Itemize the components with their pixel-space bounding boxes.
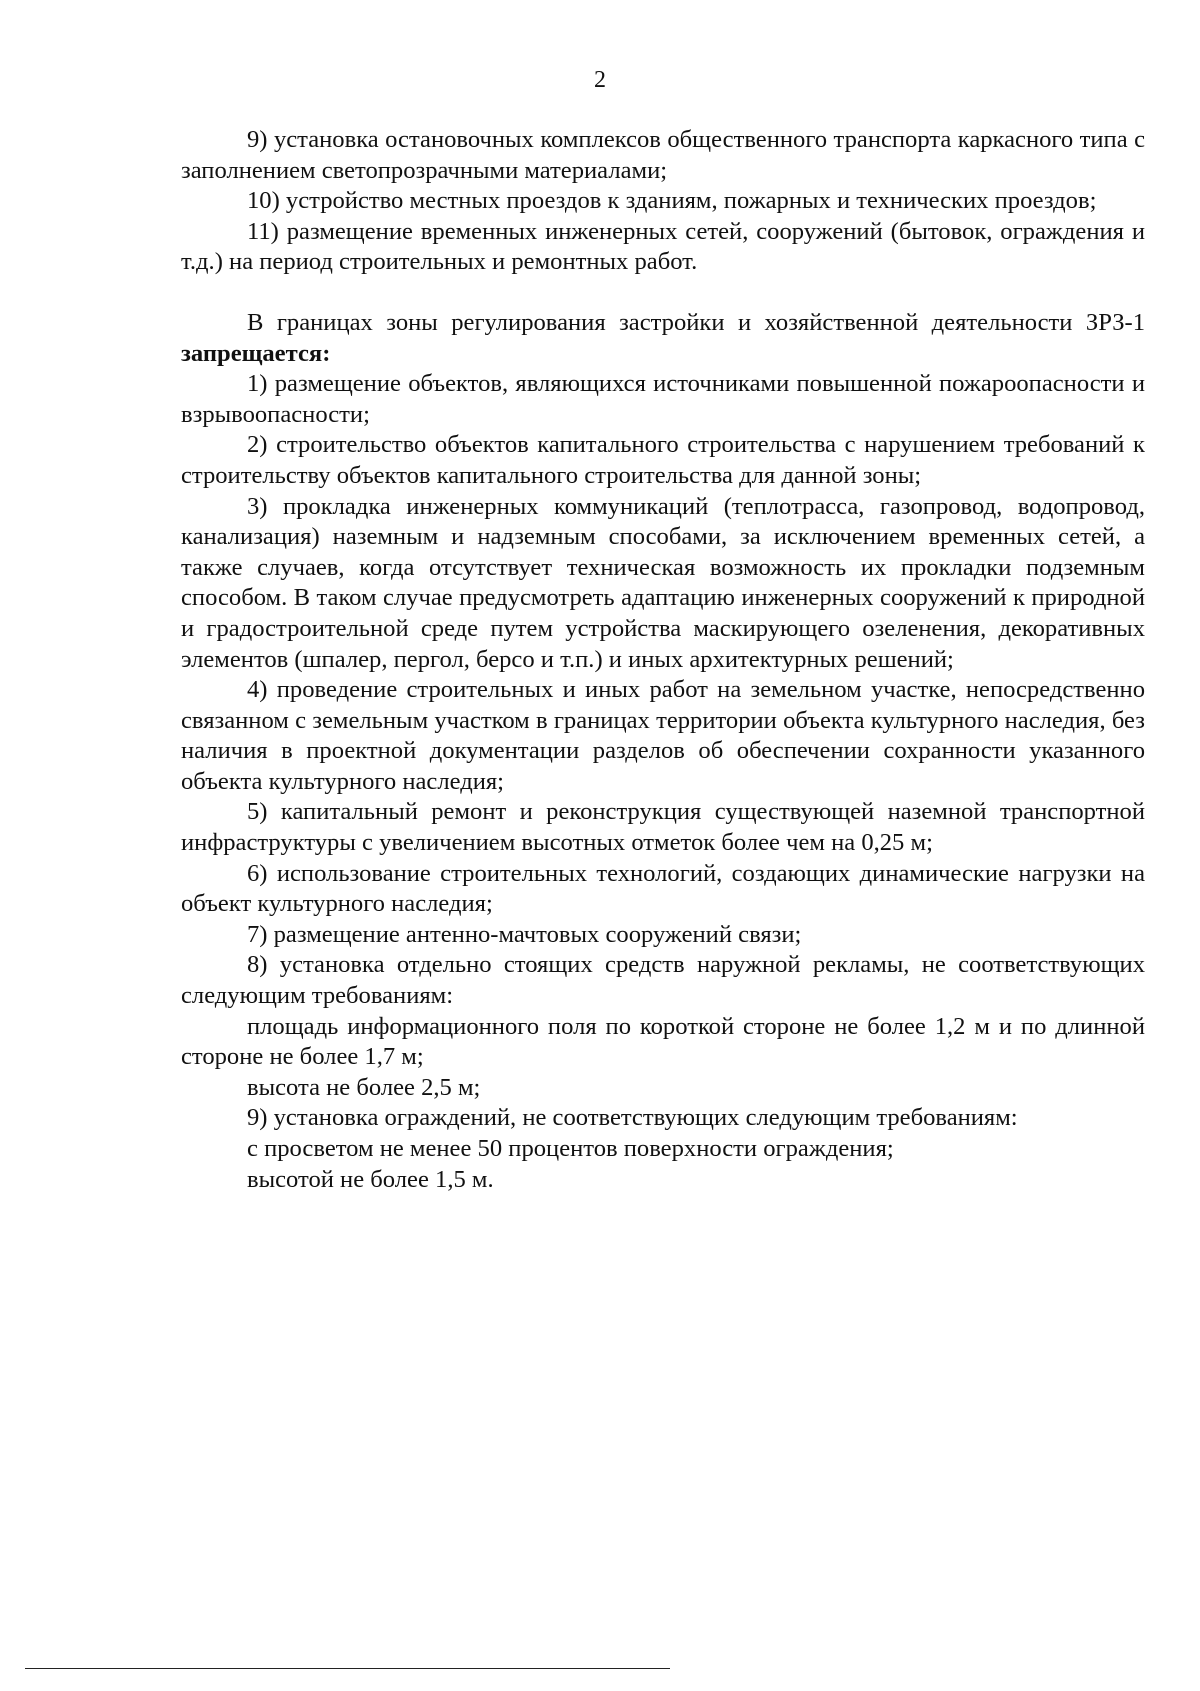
footer-rule bbox=[25, 1668, 670, 1669]
list-item: 9) установка остановочных комплексов общественного транспорта каркасного типа с заполнением светопрозрачными материалами; bbox=[181, 126, 1145, 184]
paragraph-gap bbox=[181, 278, 1145, 308]
list-item: 6) использование строительных технологий, создающих динамические нагрузки на объект культурного наследия; bbox=[181, 859, 1145, 918]
list-item: высотой не более 1,5 м. bbox=[247, 1165, 494, 1193]
list-item: 1) размещение объектов, являющихся источниками повышенной пожароопасности и взрывоопасности; bbox=[181, 370, 1145, 428]
section-intro-bold: запрещается: bbox=[181, 339, 331, 367]
list-item: высота не более 2,5 м; bbox=[247, 1073, 481, 1101]
list-item: 8) установка отдельно стоящих средств наружной рекламы, не соответствующих следующим требованиям: bbox=[181, 951, 1145, 1010]
list-item: 4) проведение строительных и иных работ на земельном участке, непосредственно связанном с земельным участком в границах территории объекта культурного наследия, без наличия в проектной документации разделов об обеспечении сохранности указанного объекта культурного наследия; bbox=[181, 676, 1145, 795]
list-item: с просветом не менее 50 процентов поверхности ограждения; bbox=[247, 1135, 894, 1162]
list-item: 9) установка ограждений, не соответствующих следующим требованиям: bbox=[247, 1104, 1018, 1132]
list-item: 7) размещение антенно-мачтовых сооружений связи; bbox=[247, 920, 802, 948]
list-item: 2) строительство объектов капитального строительства с нарушением требований к строительству объектов капитального строительства для данной зоны; bbox=[181, 431, 1145, 489]
page-number: 2 bbox=[594, 67, 606, 93]
list-item: 11) размещение временных инженерных сетей, сооружений (бытовок, ограждения и т.д.) на период строительных и ремонтных работ. bbox=[181, 217, 1145, 276]
list-item: 3) прокладка инженерных коммуникаций (теплотрасса, газопровод, водопровод, канализация) наземным и надземным способами, за исключением временных сетей, а также случаев, когда отсутствует техническая возможность их прокладки подземным способом. В таком случае предусмотреть адаптацию инженерных сооружений к природной и градостроительной среде путем устройства маскирующего озеленения, декоративных элементов (шпалер, пергол, берсо и т.п.) и иных архитектурных решений; bbox=[181, 492, 1145, 673]
section-intro bbox=[181, 308, 1145, 369]
list-item: 10) устройство местных проездов к зданиям, пожарных и технических проездов; bbox=[247, 187, 1097, 215]
list-item: площадь информационного поля по короткой стороне не более 1,2 м и по длинной стороне не более 1,7 м; bbox=[181, 1012, 1145, 1071]
list-item: 5) капитальный ремонт и реконструкция существующей наземной транспортной инфраструктуры с увеличением высотных отметок более чем на 0,25 м; bbox=[181, 798, 1145, 857]
document-body bbox=[181, 125, 1145, 1195]
section-intro-text: В границах зоны регулирования застройки и хозяйственной деятельности ЗРЗ-1 bbox=[247, 308, 1145, 336]
